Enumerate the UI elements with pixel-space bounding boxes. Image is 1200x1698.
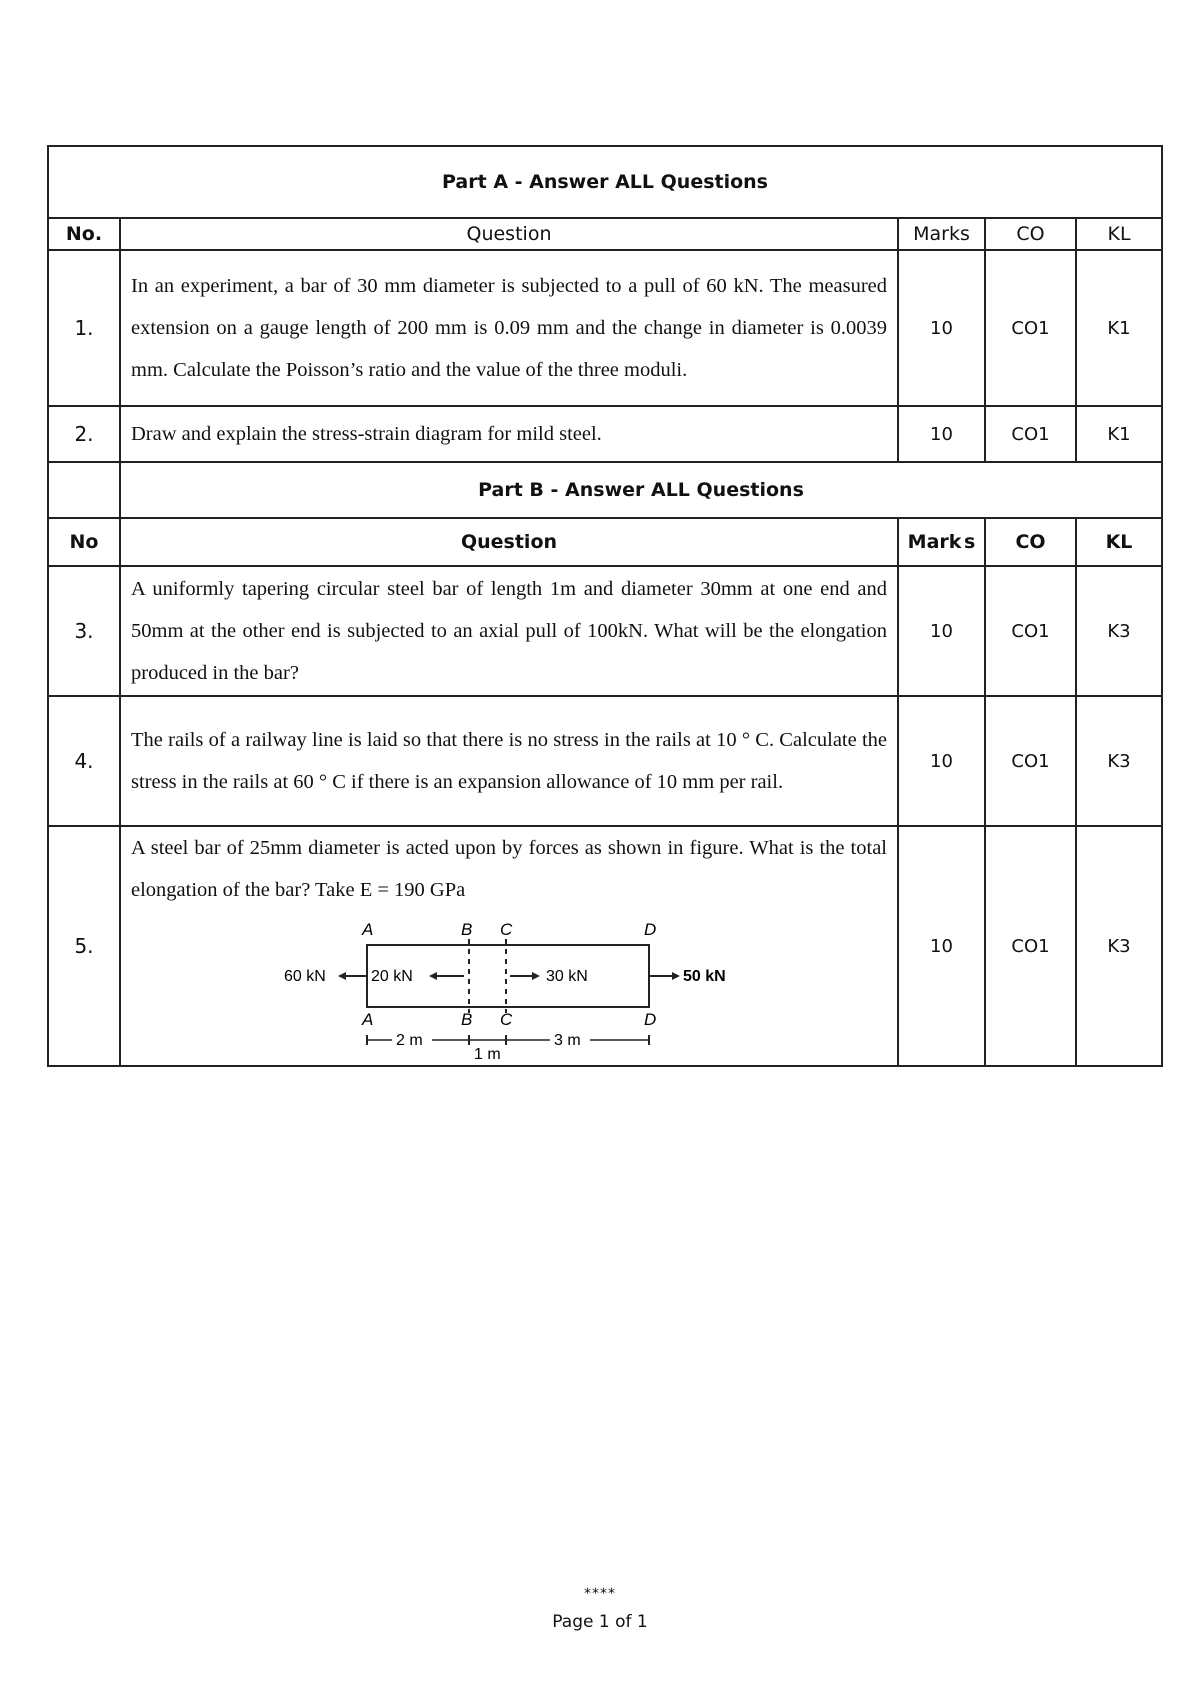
- col-no-header: No.: [48, 218, 120, 250]
- kl-value: K3: [1076, 566, 1162, 696]
- question-text: Draw and explain the stress-strain diagram for mild steel.: [120, 406, 898, 462]
- question-number: 1.: [48, 250, 120, 406]
- label-a-top: A: [362, 920, 374, 939]
- co-value: CO1: [985, 250, 1076, 406]
- co-value: CO1: [985, 826, 1076, 1066]
- kl-value: K3: [1076, 826, 1162, 1066]
- label-d-bottom: D: [644, 1010, 657, 1029]
- question-text: The rails of a railway line is laid so that there is no stress in the rails at 10 ° C. Calculate the stress in the rails at 60 ° C if there is an expansion allowance of 10 mm per rail.: [120, 696, 898, 826]
- question-number: 2.: [48, 406, 120, 462]
- col-marks-header: Marks: [898, 218, 985, 250]
- label-b-top: B: [461, 920, 473, 939]
- force-20kn-arrowhead: [429, 972, 437, 980]
- kl-value: K1: [1076, 406, 1162, 462]
- marks-value: 10: [898, 696, 985, 826]
- kl-value: K1: [1076, 250, 1162, 406]
- table-row: [48, 566, 1162, 696]
- table-row: [48, 826, 1162, 1066]
- question-number: 4.: [48, 696, 120, 826]
- kl-value: K3: [1076, 696, 1162, 826]
- col-kl-header: KL: [1076, 518, 1162, 566]
- label-c-top: C: [500, 920, 513, 939]
- question-text: In an experiment, a bar of 30 mm diameter is subjected to a pull of 60 kN. The measured extension on a gauge length of 200 mm is 0.09 mm and the change in diameter is 0.0039 mm. Calculate the Poisson’s ratio and the value of the three moduli.: [120, 250, 898, 406]
- marks-value: 10: [898, 826, 985, 1066]
- dim-bc-label: 1 m: [474, 1046, 501, 1061]
- force-30kn-label: 30 kN: [546, 968, 588, 985]
- marks-value: 10: [898, 566, 985, 696]
- force-30kn-arrowhead: [532, 972, 540, 980]
- marks-value: 10: [898, 250, 985, 406]
- exam-sheet: [47, 145, 1161, 1067]
- marks-value: 10: [898, 406, 985, 462]
- co-value: CO1: [985, 566, 1076, 696]
- question-text: A steel bar of 25mm diameter is acted upon by forces as shown in figure. What is the total elongation of the bar? Take E = 190 GPa: [131, 837, 887, 901]
- question-table: [47, 145, 1163, 1067]
- table-row: [48, 250, 1162, 406]
- part-b-blank-cell: [48, 462, 120, 518]
- question-number: 3.: [48, 566, 120, 696]
- col-question-header: Question: [120, 518, 898, 566]
- part-b-title: Part B - Answer ALL Questions: [120, 462, 1162, 518]
- force-60kn-label: 60 kN: [284, 968, 326, 985]
- col-kl-header: KL: [1076, 218, 1162, 250]
- col-co-header: CO: [985, 218, 1076, 250]
- part-a-title: Part A - Answer ALL Questions: [48, 146, 1162, 218]
- col-marks-header: Mark s: [898, 518, 985, 566]
- col-no-header: No: [48, 518, 120, 566]
- force-50kn-arrowhead: [672, 972, 680, 980]
- label-b-bottom: B: [461, 1010, 473, 1029]
- table-row: [48, 696, 1162, 826]
- bar-force-diagram: [274, 911, 754, 1061]
- question-number: 5.: [48, 826, 120, 1066]
- co-value: CO1: [985, 696, 1076, 826]
- table-row: [48, 406, 1162, 462]
- page-number: Page 1 of 1: [552, 1612, 648, 1632]
- force-60kn-arrowhead: [338, 972, 346, 980]
- dim-ab-label: 2 m: [396, 1032, 423, 1049]
- col-co-header: CO: [985, 518, 1076, 566]
- question-text: A uniformly tapering circular steel bar of length 1m and diameter 30mm at one end and 50mm at the other end is subjected to an axial pull of 100kN. What will be the elongation produced in the bar?: [120, 566, 898, 696]
- label-d-top: D: [644, 920, 657, 939]
- label-a-bottom: A: [362, 1010, 374, 1029]
- col-question-header: Question: [120, 218, 898, 250]
- dim-cd-label: 3 m: [554, 1032, 581, 1049]
- end-marker: ****: [584, 1586, 616, 1602]
- co-value: CO1: [985, 406, 1076, 462]
- question-cell: [120, 826, 898, 1066]
- force-50kn-label: 50 kN: [683, 968, 726, 985]
- label-c-bottom: C: [500, 1010, 513, 1029]
- force-20kn-label: 20 kN: [371, 968, 413, 985]
